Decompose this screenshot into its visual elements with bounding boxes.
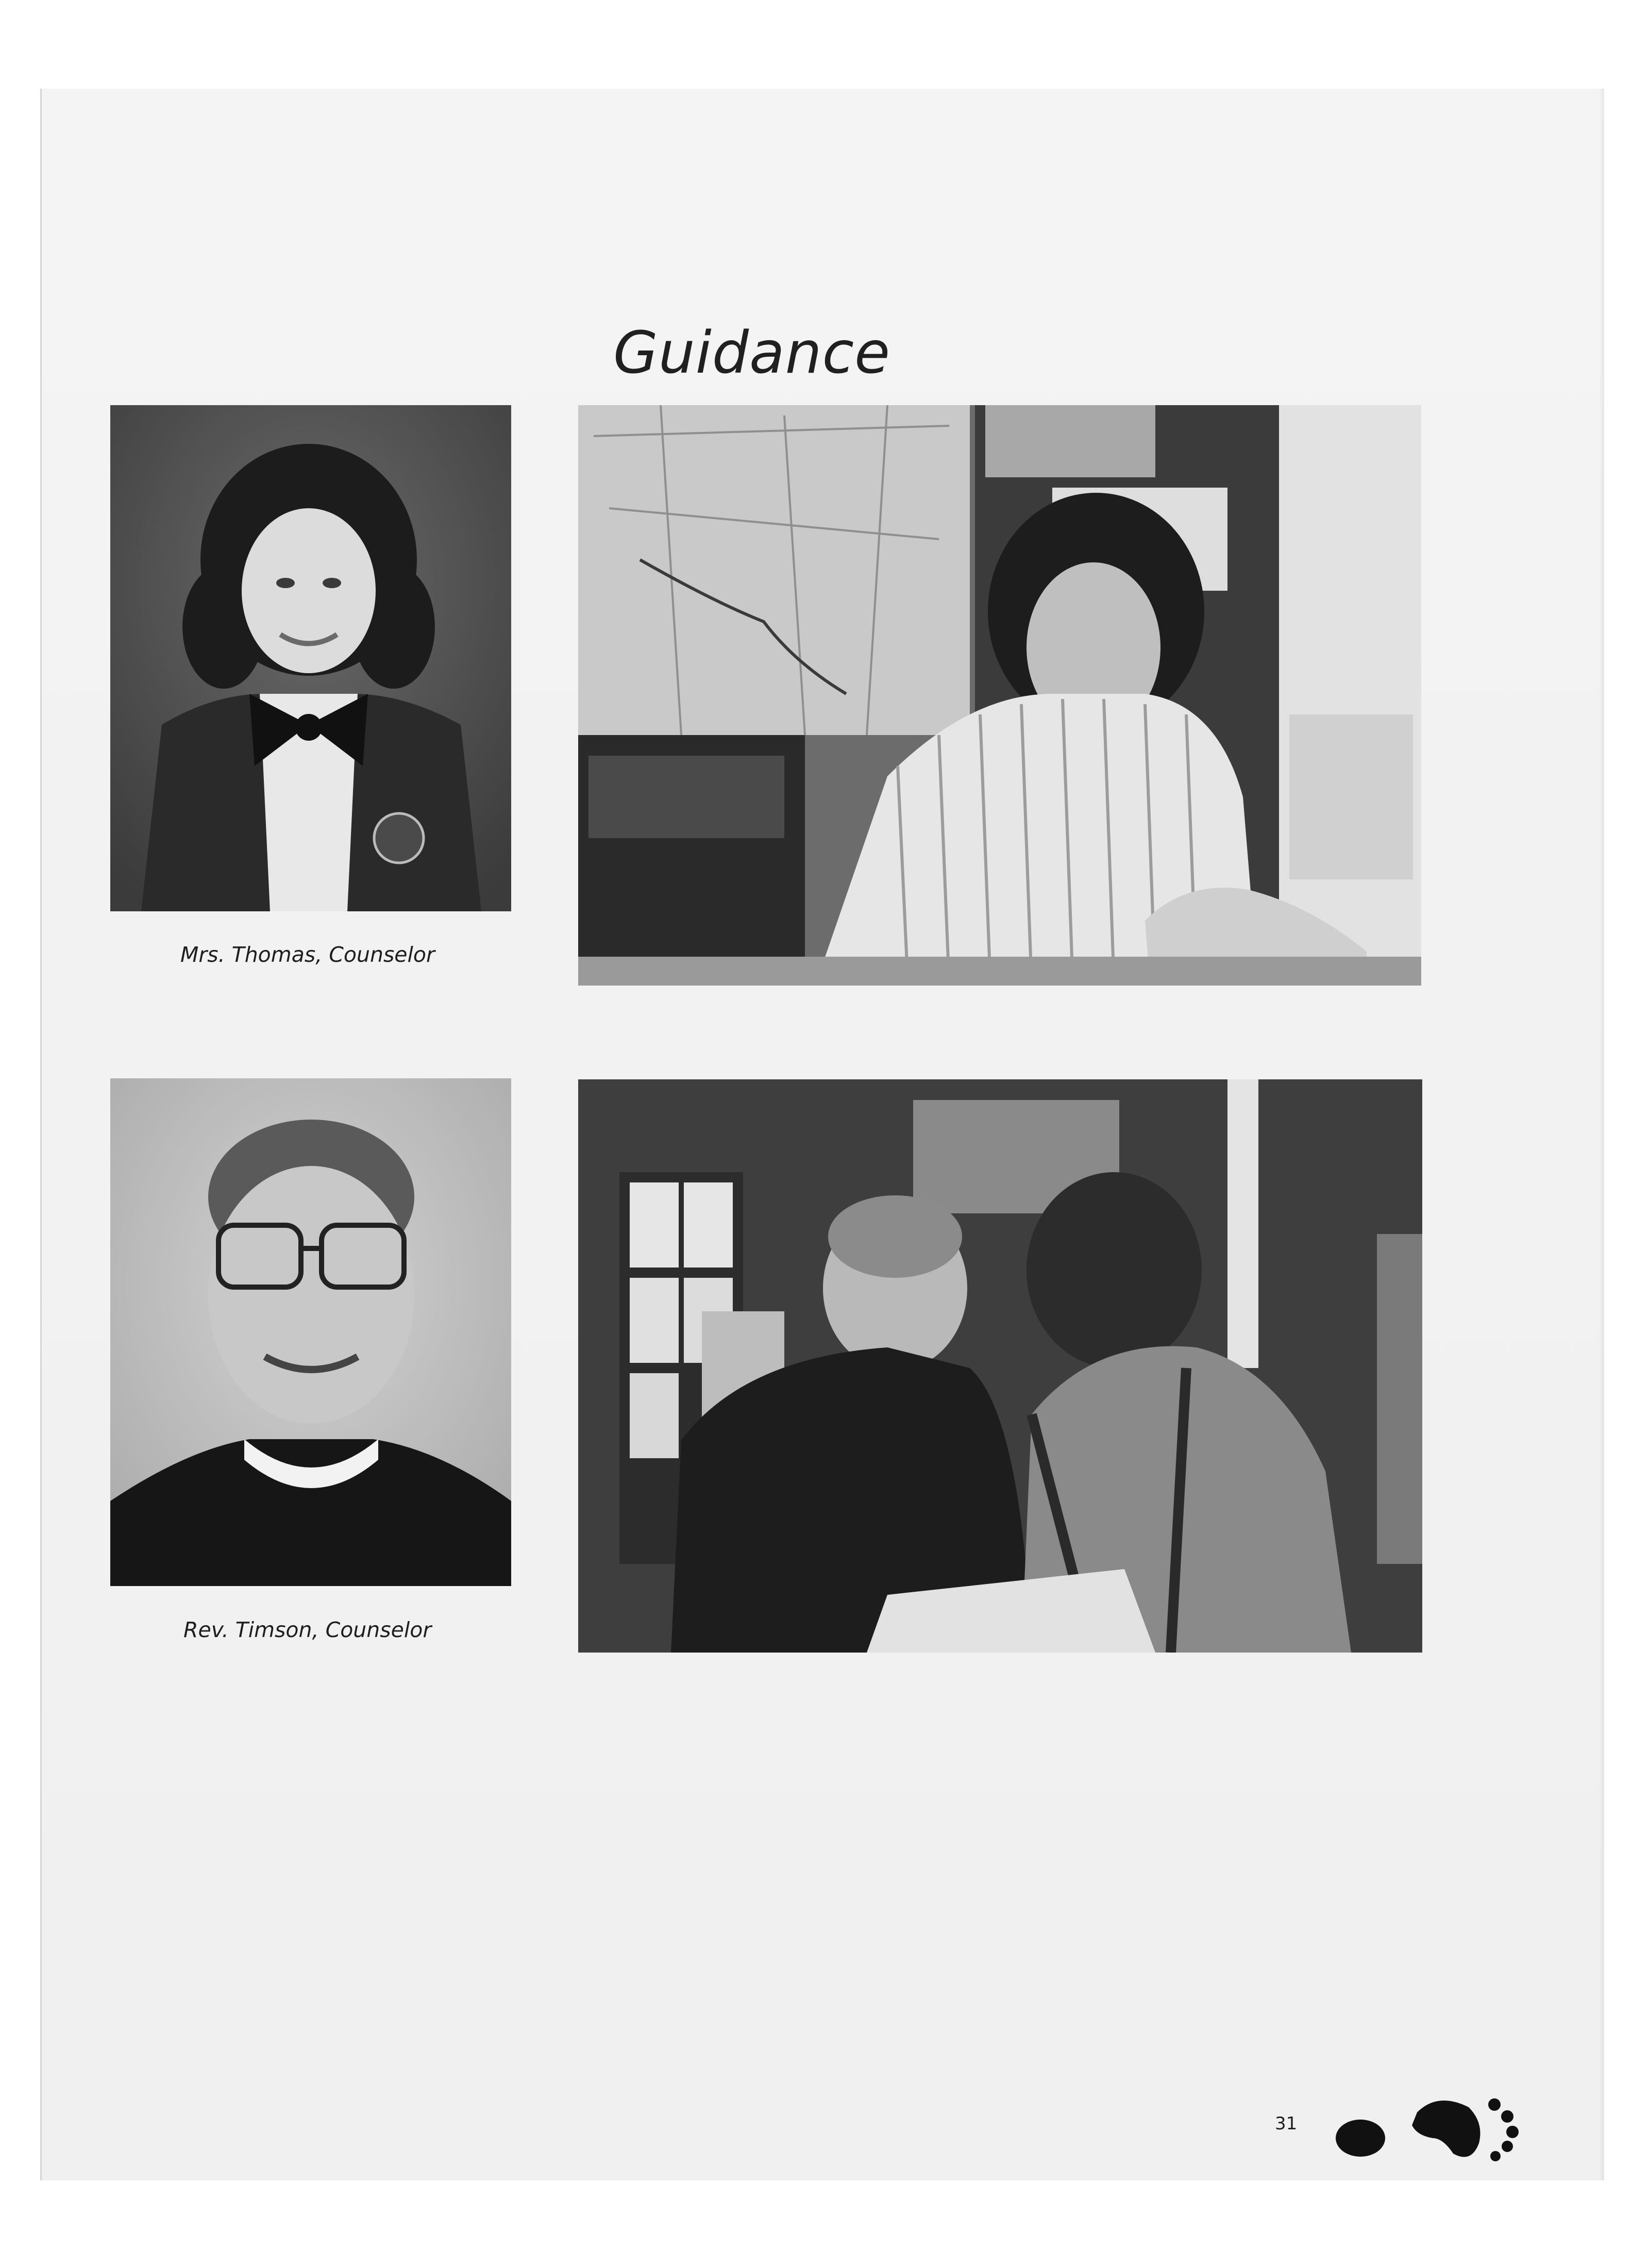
portrait-photo-rev-timson	[110, 1078, 511, 1586]
portrait-photo-mrs-thomas	[110, 405, 511, 911]
page-title: Guidance	[613, 320, 891, 387]
caption-rev-timson: Rev. Timson, Counselor	[183, 1617, 432, 1642]
page-edge-shadow	[1599, 89, 1604, 2180]
photo-counselor-with-student	[578, 1079, 1422, 1653]
photo-counselor-at-desk	[578, 405, 1421, 986]
caption-mrs-thomas: Mrs. Thomas, Counselor	[180, 942, 435, 967]
footprints-icon	[1330, 2076, 1536, 2169]
page-number: 31	[1275, 2113, 1298, 2134]
